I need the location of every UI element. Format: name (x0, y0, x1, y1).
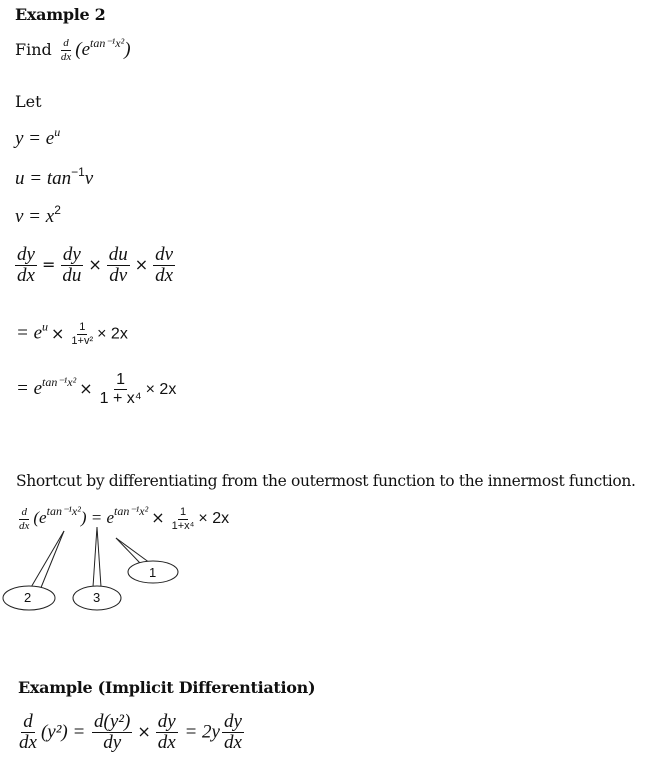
implicit-heading: Example (Implicit Differentiation) (18, 678, 316, 697)
find-expression: $(e^{tan^{-1}x^2})$ (75, 35, 131, 60)
callout-3-label: 3 (93, 590, 101, 605)
shortcut-description: Shortcut by differentiating from the outermost function to the innermost function. (16, 472, 636, 490)
chain-rule-equation: $\frac{dy}{dx}$ = $\frac{dy}{du}$ × $\frac{du}{dv}$ × $\frac{dv}{dx}$ (17, 244, 174, 286)
implicit-equation: $\frac{d}{dx}$ (y²) = $\frac{\text{d(y²)}}{dy}$ × $\frac{dy}{dx}$ = 2y $\frac{dy}{dx}$ (19, 711, 242, 753)
callout-2-shape (3, 531, 64, 610)
example-2-heading: Example 2 (15, 5, 106, 24)
let-label: Let (15, 92, 42, 111)
find-label: Find (15, 39, 52, 59)
equation-v: $v = x^2$ (15, 203, 61, 227)
equation-u: $u = \tan^{-1}v$ (15, 165, 94, 189)
callout-2-label: 2 (24, 590, 32, 605)
callout-1-label: 1 (149, 565, 157, 580)
equation-y: $y = e^u$ (15, 125, 61, 149)
step-1-equation: = $e^u$ × $\frac{1}{\text{1+v²}}$ × 2x (16, 319, 128, 347)
step-2-equation: = $e^{tan^{-1}x^2}$ × $\frac{1}{\text{1 + x⁴}}$ × 2x (16, 371, 177, 407)
d-dx-fraction: $\frac{d}{dx}$ (60, 37, 72, 63)
callout-1-shape (116, 538, 178, 583)
shortcut-equation: $\frac{d}{dx}$ $(e^{tan^{-1}x^2}) = e^{tan^{-1}x^2}$ × $\frac{1}{\text{1+x⁴}}$ × 2x (19, 504, 230, 532)
